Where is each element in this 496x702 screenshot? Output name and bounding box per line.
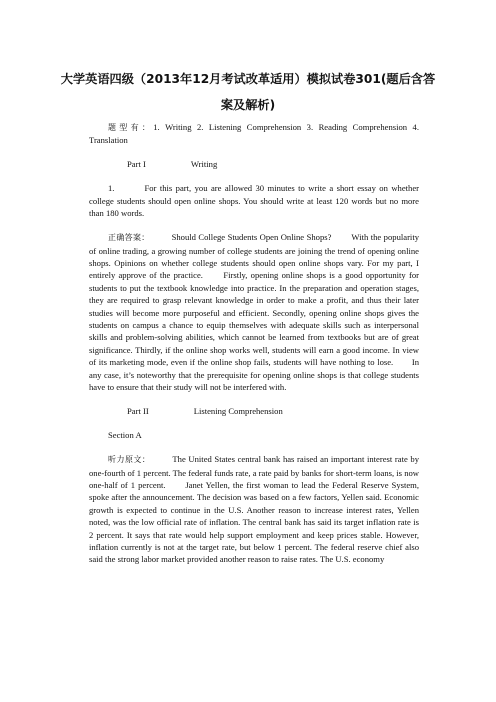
transcript-text: The United States central bank has raised an important interest rate by one-fourth of 1 percent. The federal funds rate, a rate paid by banks for short-term loans, is now one-half of 1 percent. Janet Yellen, the first woman to lead the Federal Reserve System, spoke after the announcement. The decision was based on a few factors, Yellen said. Economic growth is expected to continue in the U.S. Another reason to increase interest rates, Yellen noted, was the low official rate of inflation. The central bank has said its target inflation rate is 2 percent. It says that rate would help support employment and keep prices stable. However, inflation currently is not at the target rate, but below 1 percent. The federal reserve chief also said the strong labor market provided another reason to raise rates. The U.S. economy — [89, 454, 419, 565]
answer-label: 正确答案： — [108, 233, 150, 243]
transcript-block — [89, 453, 419, 566]
question-1-text: For this part, you are allowed 30 minutes to write a short essay on whether college students should open online shops. You should write at least 120 words but no more than 180 words. — [89, 183, 419, 219]
section-heading: Section A — [108, 430, 142, 441]
question-types-text: 1. Writing 2. Listening Comprehension 3. Reading Comprehension 4. Translation — [89, 122, 419, 146]
title-line-2: 案及解析) — [220, 98, 276, 112]
question-types-label: 题型有： — [108, 123, 154, 132]
part-1-heading — [89, 158, 419, 170]
question-1 — [89, 182, 419, 219]
answer-block — [89, 231, 419, 393]
question-types — [89, 121, 419, 147]
part-1-name: Writing — [190, 159, 218, 170]
answer-essay-title: Should College Students Open Online Shops? — [171, 232, 332, 243]
part-2-label: Part II — [127, 406, 149, 417]
part-1-label: Part I — [127, 159, 146, 170]
title-line-1: 大学英语四级（2013年12月考试改革适用）模拟试卷301(题后含答 — [60, 72, 436, 86]
document-body — [89, 121, 419, 577]
answer-essay-text: With the popularity of online trading, a growing number of college students are joining the trend of opening online shops. Opinions on whether college students should open online shops vary. For my part, I entirely approve of the practice. Firstly, opening online shops is a good opportunity for students to put the textbook knowledge into practice. In the preparation and operation stages, they are required to grasp relevant knowledge in order to make a profit, and thus their later studies will become more purposeful and efficient. Secondly, opening online shops gives the students on campus a chance to equip themselves with adequate skills such as interpersonal skills and problem-solving abilities, which cannot be learned from textbooks but are of great significance. Thirdly, if the online shop works well, students will earn a good income. In view of its marketing mode, even if the online shop fails, students will have nothing to lose. In any case, it’s noteworthy that the prerequisite for opening online shops is that college students have to ensure that their study will not be interfered with. — [89, 232, 420, 393]
question-1-number: 1. — [108, 183, 115, 194]
part-2-heading — [89, 405, 419, 417]
document-title — [60, 66, 436, 118]
part-2-name: Listening Comprehension — [193, 406, 283, 417]
transcript-label: 听力原文： — [108, 455, 151, 465]
